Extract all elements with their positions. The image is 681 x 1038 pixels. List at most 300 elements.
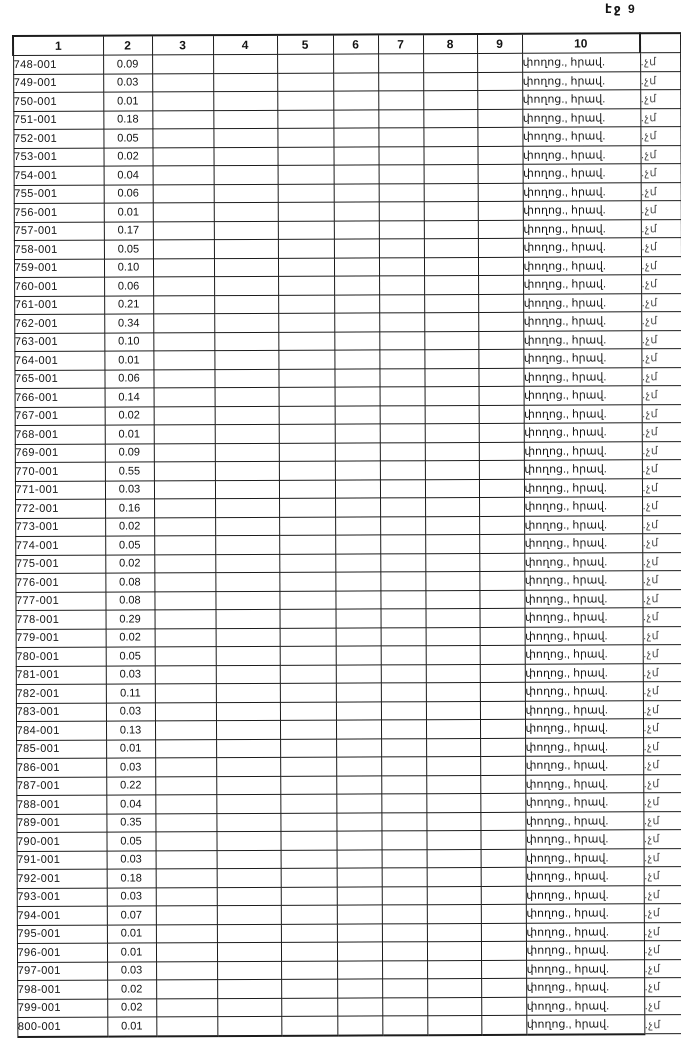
value-cell: 0.01 [107,1017,156,1036]
empty-cell [334,220,379,239]
empty-cell [214,313,278,332]
empty-cell [382,960,427,979]
empty-cell [480,608,525,627]
empty-cell [478,257,523,276]
empty-cell [380,387,425,406]
empty-cell [154,462,215,481]
empty-cell [277,110,333,129]
empty-cell [380,516,425,535]
parcel-id-cell: 789-001 [16,814,106,833]
empty-cell [426,793,480,812]
parcel-id-cell: 766-001 [15,388,105,407]
empty-cell [424,368,478,387]
margin-annotation: .չմ [642,515,681,534]
note-cell: փողոց., հրավ. [526,867,644,886]
empty-cell [215,554,279,573]
empty-cell [379,165,424,184]
empty-cell [281,1016,337,1035]
margin-annotation: .չմ [644,1015,681,1034]
empty-cell [381,757,426,776]
empty-cell [216,628,280,647]
value-cell: 0.05 [103,129,152,148]
parcel-id-cell: 750-001 [13,92,103,111]
empty-cell [426,645,480,664]
empty-cell [425,386,479,405]
value-cell: 0.02 [105,517,154,536]
empty-cell [280,813,336,832]
note-cell: փողոց., հրավ. [523,293,641,312]
empty-cell [337,905,382,924]
note-cell: փողոց., հրավ. [524,589,642,608]
note-cell: փողոց., հրավ. [524,404,642,423]
empty-cell [479,442,524,461]
empty-cell [424,349,478,368]
note-cell: փողոց., հրավ. [522,127,640,146]
empty-cell [215,480,279,499]
empty-cell [380,535,425,554]
empty-cell [479,479,524,498]
empty-cell [278,221,334,240]
parcel-id-cell: 754-001 [14,166,104,185]
empty-cell [481,849,526,868]
parcel-id-cell: 757-001 [14,222,104,241]
empty-cell [277,54,333,73]
empty-cell [214,332,278,351]
empty-cell [480,793,525,812]
empty-cell [378,72,423,91]
parcel-id-cell: 800-001 [17,1017,107,1036]
value-cell: 0.02 [107,980,156,999]
empty-cell [381,720,426,739]
empty-cell [215,572,279,591]
margin-annotation: .չմ [641,238,681,257]
value-cell: 0.04 [106,795,155,814]
empty-cell [481,1015,526,1034]
col-header-2: 2 [103,35,152,55]
empty-cell [477,127,522,146]
empty-cell [424,238,478,257]
value-cell: 0.09 [103,55,152,74]
empty-cell [279,498,335,517]
empty-cell [480,645,525,664]
empty-cell [152,55,213,74]
empty-cell [335,479,380,498]
margin-annotation: .չմ [641,201,681,220]
empty-cell [335,516,380,535]
empty-cell [379,276,424,295]
empty-cell [155,665,216,684]
empty-cell [381,738,426,757]
empty-cell [478,164,523,183]
empty-cell [479,590,524,609]
empty-cell [427,960,481,979]
empty-cell [334,165,379,184]
empty-cell [423,109,477,128]
empty-cell [333,146,378,165]
empty-cell [152,73,213,92]
parcel-id-cell: 794-001 [17,906,107,925]
note-cell: փողոց., հրավ. [525,774,643,793]
empty-cell [481,978,526,997]
empty-cell [337,886,382,905]
empty-cell [215,517,279,536]
empty-cell [426,719,480,738]
empty-cell [379,313,424,332]
empty-cell [334,313,379,332]
empty-cell [337,1016,382,1035]
note-cell: փողոց., հրավ. [524,460,642,479]
parcel-id-cell: 798-001 [17,980,107,999]
empty-cell [335,387,380,406]
empty-cell [280,739,336,758]
value-cell: 0.02 [103,147,152,166]
margin-annotation: .չմ [642,441,681,460]
empty-cell [213,128,277,147]
empty-cell [335,424,380,443]
empty-cell [156,943,217,962]
empty-cell [382,886,427,905]
empty-cell [426,775,480,794]
empty-cell [479,553,524,572]
value-cell: 0.04 [104,166,153,185]
empty-cell [153,166,214,185]
empty-cell [278,184,334,203]
empty-cell [278,165,334,184]
empty-cell [424,294,478,313]
value-cell: 0.35 [106,813,155,832]
value-cell: 0.01 [107,943,156,962]
col-header-8: 8 [423,34,477,54]
margin-annotation: .չմ [642,534,681,553]
margin-annotation: .չմ [643,830,681,849]
margin-annotation: .չմ [640,71,680,90]
empty-cell [336,738,381,757]
empty-cell [280,609,336,628]
empty-cell [155,610,216,629]
empty-cell [335,442,380,461]
empty-cell [279,387,335,406]
empty-cell [217,942,281,961]
empty-cell [427,867,481,886]
empty-cell [481,997,526,1016]
margin-annotation: .չմ [644,959,681,978]
empty-cell [153,332,214,351]
empty-cell [427,886,481,905]
empty-cell [423,127,477,146]
margin-annotation: .չմ [640,127,680,146]
note-cell: փողոց., հրավ. [526,941,644,960]
empty-cell [481,867,526,886]
empty-cell [152,147,213,166]
note-cell: փողոց., հրավ. [523,367,641,386]
empty-cell [280,702,336,721]
empty-cell [336,794,381,813]
value-cell: 0.01 [104,351,153,370]
empty-cell [155,721,216,740]
empty-cell [215,406,279,425]
parcel-id-cell: 751-001 [13,111,103,130]
empty-cell [379,202,424,221]
value-cell: 0.03 [106,665,155,684]
empty-cell [478,294,523,313]
empty-cell [480,812,525,831]
value-cell: 0.03 [107,850,156,869]
col-header-3: 3 [152,35,213,55]
note-cell: փողոց., հրավ. [524,441,642,460]
empty-cell [477,146,522,165]
margin-annotation: .չմ [642,423,681,442]
note-cell: փողոց., հրավ. [523,164,641,183]
margin-annotation: .չմ [640,108,680,127]
empty-cell [154,425,215,444]
empty-cell [155,795,216,814]
empty-cell [153,221,214,240]
empty-cell [280,794,336,813]
margin-annotation: .չմ [643,719,681,738]
empty-cell [381,701,426,720]
empty-cell [334,368,379,387]
empty-cell [480,738,525,757]
value-cell: 0.03 [107,887,156,906]
empty-cell [425,460,479,479]
margin-annotation: .չմ [644,922,681,941]
margin-annotation: .չմ [641,293,681,312]
empty-cell [382,868,427,887]
margin-annotation: .չմ [641,182,681,201]
empty-cell [382,923,427,942]
table-container [12,32,681,1037]
margin-annotation: .չմ [643,756,681,775]
empty-cell [336,646,381,665]
empty-cell [382,849,427,868]
empty-cell [279,517,335,536]
empty-cell [336,701,381,720]
empty-cell [214,221,278,240]
empty-cell [279,443,335,462]
note-cell: փողոց., հրավ. [525,811,643,830]
empty-cell [336,812,381,831]
empty-cell [480,682,525,701]
col-header-4: 4 [213,35,277,55]
empty-cell [281,887,337,906]
empty-cell [379,331,424,350]
empty-cell [381,831,426,850]
parcel-id-cell: 780-001 [16,647,106,666]
page-number: էջ 9 [605,2,637,16]
empty-cell [333,128,378,147]
note-cell: փողոց., հրավ. [523,275,641,294]
empty-cell [153,351,214,370]
empty-cell [425,553,479,572]
margin-annotation: .չմ [643,774,681,793]
value-cell: 0.10 [104,332,153,351]
empty-cell [380,572,425,591]
empty-cell [278,276,334,295]
empty-cell [154,591,215,610]
note-cell: փողոց., հրավ. [522,145,640,164]
value-cell: 0.18 [103,110,152,129]
note-cell: փողոց., հրավ. [522,53,640,72]
empty-cell [425,423,479,442]
empty-cell [281,850,337,869]
value-cell: 0.01 [105,425,154,444]
empty-cell [154,536,215,555]
note-cell: փողոց., հրավ. [525,626,643,645]
parcel-id-cell: 756-001 [14,203,104,222]
margin-annotation: .չմ [641,312,681,331]
empty-cell [381,683,426,702]
empty-cell [477,90,522,109]
margin-annotation: .չմ [642,571,681,590]
margin-annotation: .չմ [640,53,680,72]
empty-cell [279,461,335,480]
margin-annotation: .չմ [643,682,681,701]
empty-cell [216,683,280,702]
empty-cell [153,277,214,296]
parcel-id-cell: 761-001 [14,296,104,315]
empty-cell [424,331,478,350]
parcel-id-cell: 759-001 [14,259,104,278]
empty-cell [425,497,479,516]
empty-cell [152,92,213,111]
empty-cell [213,54,277,73]
empty-cell [153,314,214,333]
empty-cell [425,516,479,535]
parcel-id-cell: 776-001 [15,573,105,592]
empty-cell [479,534,524,553]
note-cell: փողոց., հրավ. [526,904,644,923]
empty-cell [154,499,215,518]
note-cell: փողոց., հրավ. [524,571,642,590]
note-cell: փողոց., հրավ. [522,90,640,109]
empty-cell [424,164,478,183]
parcel-id-cell: 797-001 [17,962,107,981]
note-cell: փողոց., հրավ. [524,534,642,553]
value-cell: 0.10 [104,258,153,277]
empty-cell [155,628,216,647]
parcel-id-cell: 793-001 [17,888,107,907]
parcel-id-cell: 795-001 [17,925,107,944]
margin-annotation: .չմ [643,793,681,812]
empty-cell [334,350,379,369]
parcel-id-cell: 783-001 [16,703,106,722]
empty-cell [279,424,335,443]
empty-cell [381,664,426,683]
parcel-id-cell: 786-001 [16,758,106,777]
margin-annotation: .չմ [643,608,681,627]
empty-cell [382,942,427,961]
empty-cell [216,646,280,665]
parcel-id-cell: 752-001 [13,129,103,148]
parcel-id-cell: 784-001 [16,721,106,740]
empty-cell [424,312,478,331]
empty-cell [215,443,279,462]
value-cell: 0.02 [105,406,154,425]
empty-cell [217,1016,281,1035]
empty-cell [155,776,216,795]
empty-cell [214,369,278,388]
empty-cell [423,90,477,109]
empty-cell [278,239,334,258]
empty-cell [154,480,215,499]
empty-cell [336,664,381,683]
empty-cell [215,461,279,480]
empty-cell [380,553,425,572]
empty-cell [337,923,382,942]
value-cell: 0.06 [104,277,153,296]
parcel-id-cell: 773-001 [15,518,105,537]
margin-annotation: .չմ [643,737,681,756]
empty-cell [478,275,523,294]
empty-cell [279,406,335,425]
parcel-id-cell: 782-001 [16,684,106,703]
value-cell: 0.21 [104,295,153,314]
note-cell: փողոց., հրավ. [523,238,641,257]
empty-cell [335,572,380,591]
margin-annotation: .չմ [643,700,681,719]
value-cell: 0.01 [104,203,153,222]
empty-cell [216,609,280,628]
value-cell: 0.02 [105,554,154,573]
empty-cell [213,147,277,166]
empty-cell [281,942,337,961]
empty-cell [337,849,382,868]
empty-cell [424,275,478,294]
empty-cell [425,571,479,590]
empty-cell [426,664,480,683]
empty-cell [215,535,279,554]
margin-annotation: .չմ [642,478,681,497]
margin-annotation: .չմ [641,275,681,294]
parcel-id-cell: 770-001 [15,462,105,481]
empty-cell [280,831,336,850]
table-row [17,1015,681,1037]
note-cell: փողոց., հրավ. [526,978,644,997]
value-cell: 0.22 [106,776,155,795]
empty-cell [155,813,216,832]
empty-cell [481,941,526,960]
empty-cell [481,904,526,923]
empty-cell [280,720,336,739]
empty-cell [479,571,524,590]
empty-cell [426,756,480,775]
empty-cell [426,682,480,701]
empty-cell [424,257,478,276]
col-header-10: 10 [522,33,640,53]
note-cell: փողոց., հրավ. [524,386,642,405]
value-cell: 0.01 [107,924,156,943]
empty-cell [216,702,280,721]
margin-annotation: .չմ [641,219,681,238]
margin-annotation: .չմ [642,552,681,571]
empty-cell [214,276,278,295]
empty-cell [478,331,523,350]
note-cell: փողոց., հրավ. [525,700,643,719]
empty-cell [379,220,424,239]
margin-annotation: .չմ [640,145,680,164]
empty-cell [278,202,334,221]
empty-cell [481,923,526,942]
empty-cell [336,720,381,739]
empty-cell [279,535,335,554]
note-cell: փողոց., հրավ. [526,1015,644,1035]
empty-cell [424,183,478,202]
empty-cell [378,109,423,128]
empty-cell [379,239,424,258]
note-cell: փողոց., հրավ. [523,182,641,201]
empty-cell [337,960,382,979]
margin-annotation: .չմ [644,904,681,923]
